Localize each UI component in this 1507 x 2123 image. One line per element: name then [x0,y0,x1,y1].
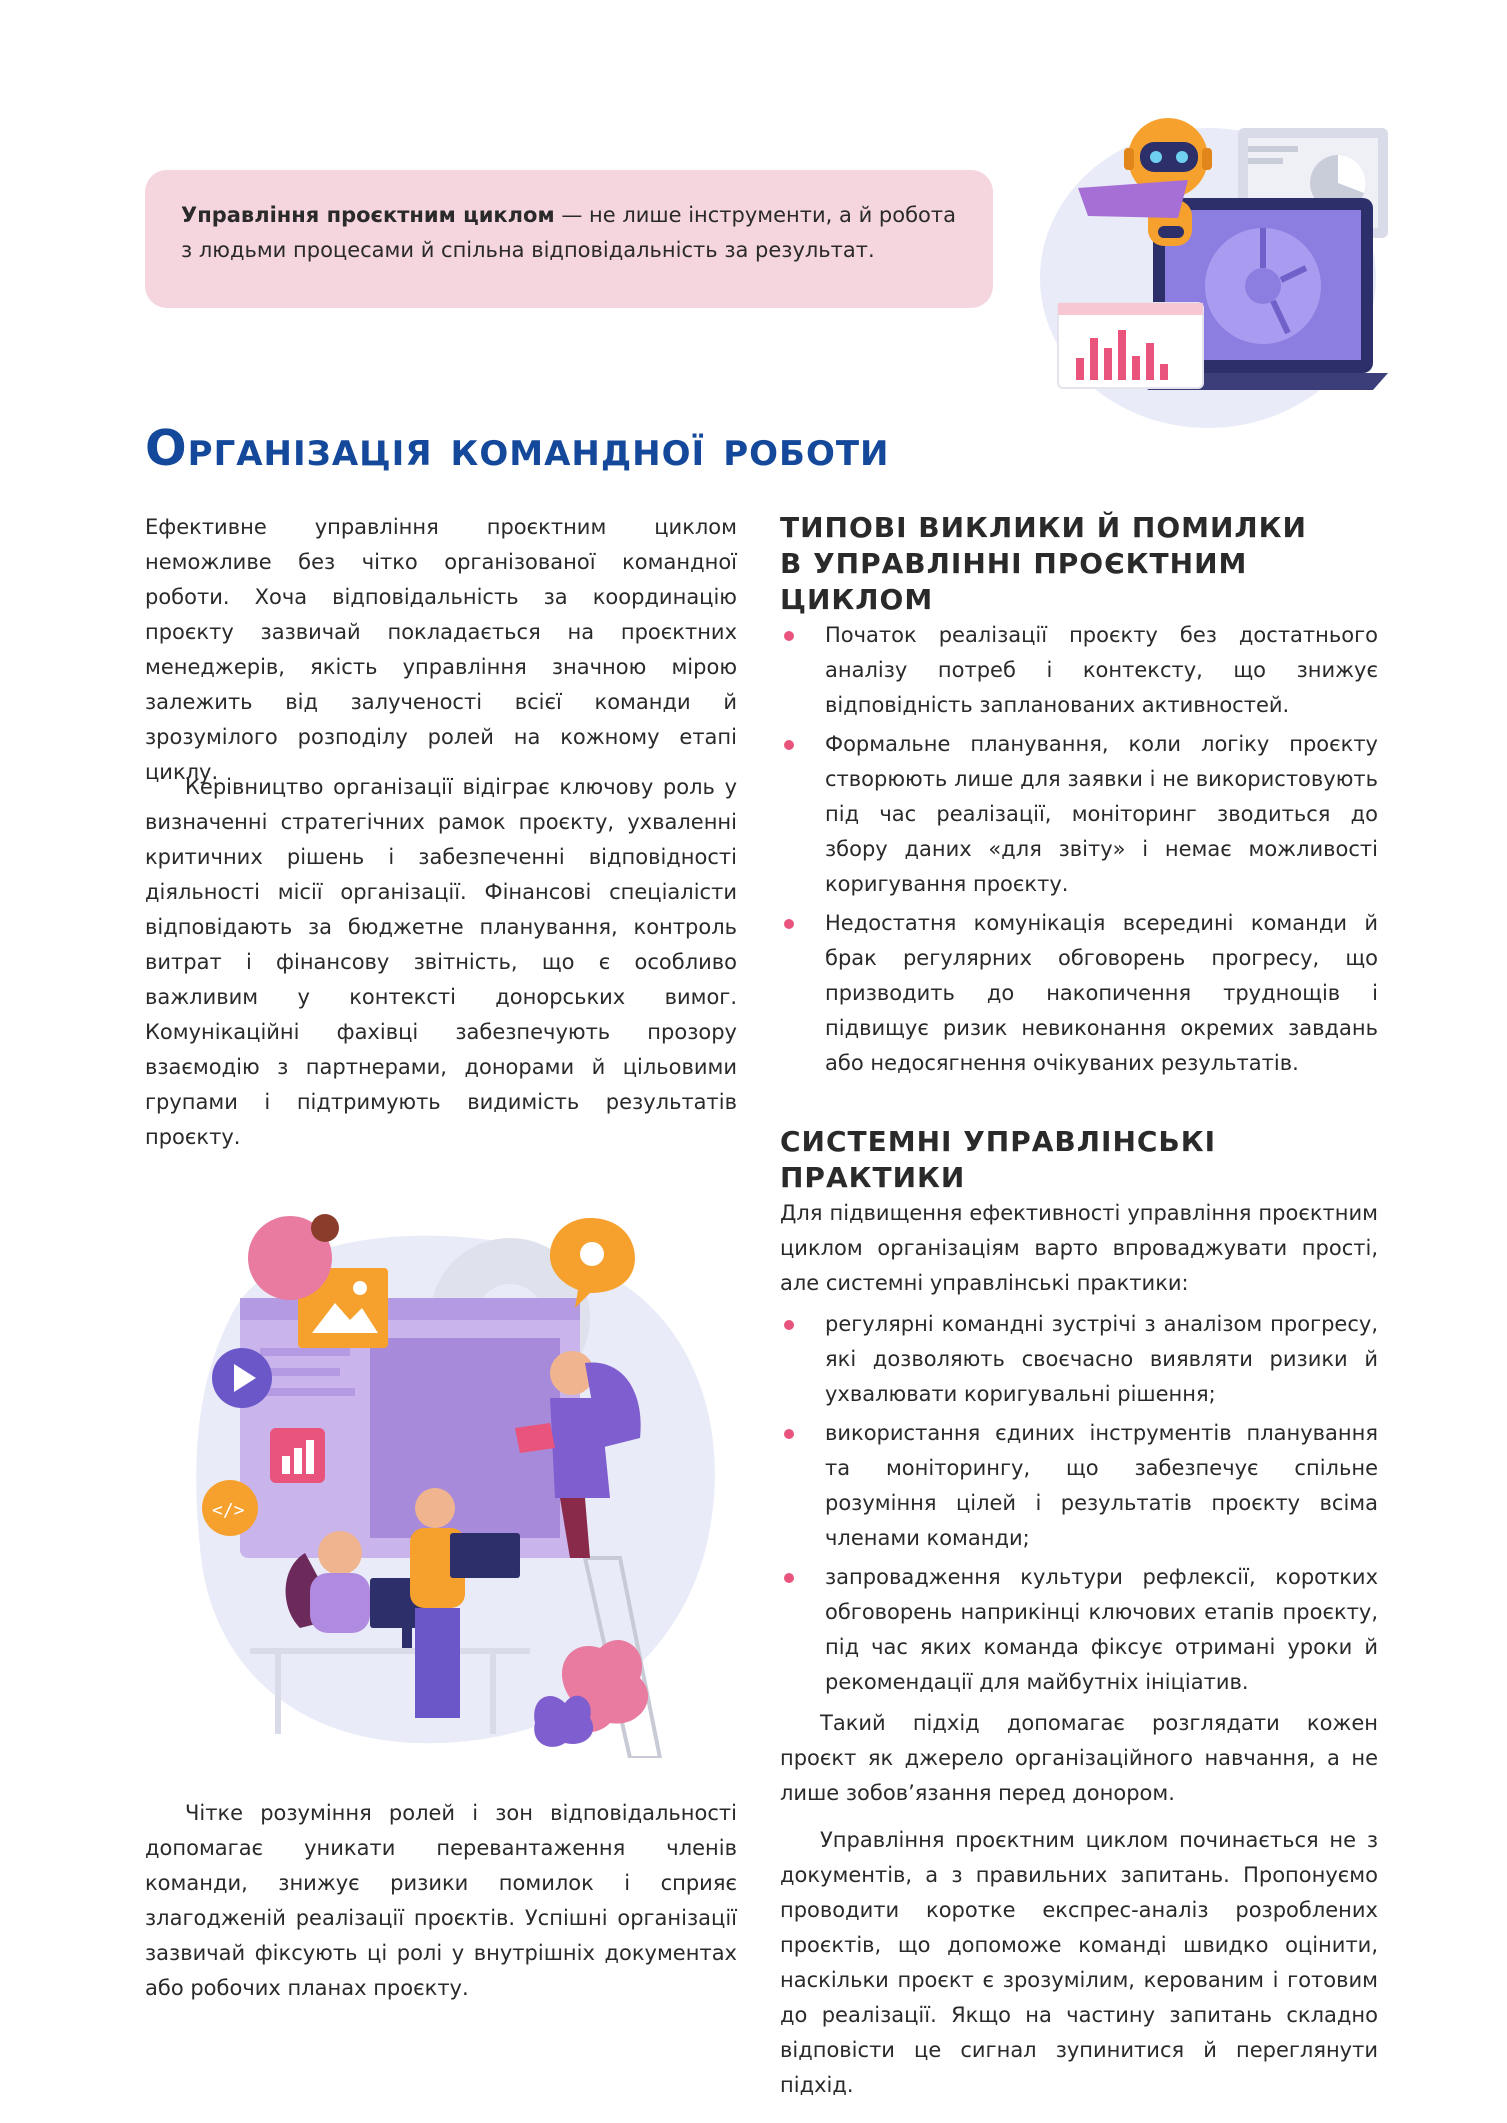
practices-section [780,1124,1378,2103]
list-item: Формальне планування, коли логіку проєкту створюють лише для заявки і не використовують під час реалізації, моніторинг зводиться до збору даних «для звіту» і немає можливості коригування проєкту. [780,727,1378,902]
challenges-section [780,510,1378,1085]
challenges-heading-line-2: В УПРАВЛІННІ ПРОЄКТНИМ [780,547,1248,580]
left-paragraph-2: Керівництво організації відіграє ключову роль у визначенні стратегічних рамок проєкту, ухваленні критичних рішень і забезпеченні відповідності діяльності місії організації. Фінансові спеціалісти відповідають за бюджетне планування, контроль витрат і фінансову звітність, що є особливо важливим у контексті донорських вимог. Комунікаційні фахівці забезпечують прозору взаємодію з партнерами, донорами й цільовими групами і підтримують видимість результатів проєкту. [145,775,737,1149]
robot-illustration [1038,108,1408,428]
practices-intro: Для підвищення ефективності управління проєктним циклом організаціям варто впроваджувати прості, але системні управлінські практики: [780,1201,1378,1295]
svg-text:</>: </> [212,1500,245,1521]
challenges-list [780,618,1378,1081]
practices-paragraph-1: Такий підхід допомагає розглядати кожен проєкт як джерело організаційного навчання, а не лише зобов’язання перед донором. [780,1711,1378,1805]
challenges-heading-line-3: ЦИКЛОМ [780,583,934,616]
challenges-heading-line-1: ТИПОВІ ВИКЛИКИ Й ПОМИЛКИ [780,511,1307,544]
left-paragraph-1: Ефективне управління проєктним циклом неможливе без чітко організованої командної роботи. Хоча відповідальність за координацію проєкту зазвичай покладається на проєктних менеджерів, якість управління значною мірою залежить від залученості всієї команди й зрозумілого розподілу ролей на кожному етапі циклу. [145,515,737,784]
list-item: регулярні командні зустрічі з аналізом прогресу, які дозволяють своєчасно виявляти ризики й ухвалювати коригувальні рішення; [780,1307,1378,1412]
list-item: Початок реалізації проєкту без достатнього аналізу потреб і контексту, що знижує відповідність запланованих активностей. [780,618,1378,723]
challenges-heading [780,510,1378,618]
practices-list [780,1307,1378,1700]
page-title: Організація командної роботи [145,420,890,477]
left-paragraph-3: Чітке розуміння ролей і зон відповідальності допомагає уникати перевантаження членів команди, знижує ризики помилок і сприяє злагодженій реалізації проєктів. Успішні організації зазвичай фіксують ці ролі у внутрішніх документах або робочих планах проєкту. [145,1801,737,2000]
callout-box [145,170,993,308]
list-item: Недостатня комунікація всередині команди й брак регулярних обговорень прогресу, що призводить до накопичення труднощів і підвищує ризик невиконання окремих завдань або недосягнення очікуваних результатів. [780,906,1378,1081]
callout-bold: Управління проєктним циклом [181,203,555,227]
practices-paragraph-2: Управління проєктним циклом починається не з документів, а з правильних запитань. Пропонуємо проводити коротке експрес-аналіз розроблених проєктів, що допоможе команді швидко оцінити, наскільки проєкт є зрозумілим, керованим і готовим до реалізації. Якщо на частину запитань складно відповісти це сигнал зупинитися й переглянути підхід. [780,1828,1378,2097]
list-item: використання єдиних інструментів планування та моніторингу, що забезпечує спільне розуміння цілей і результатів проєкту всіма членами команди; [780,1416,1378,1556]
callout-text: — не лише інструменти, а й робота з людьми процесами й спільна відповідальність за результат. [181,203,956,262]
list-item: запровадження культури рефлексії, коротких обговорень наприкінці ключових етапів проєкту, під час яких команда фіксує отримані уроки й рекомендації для майбутніх ініціатив. [780,1560,1378,1700]
practices-heading: СИСТЕМНІ УПРАВЛІНСЬКІ ПРАКТИКИ [780,1125,1217,1194]
team-illustration [190,1198,730,1758]
